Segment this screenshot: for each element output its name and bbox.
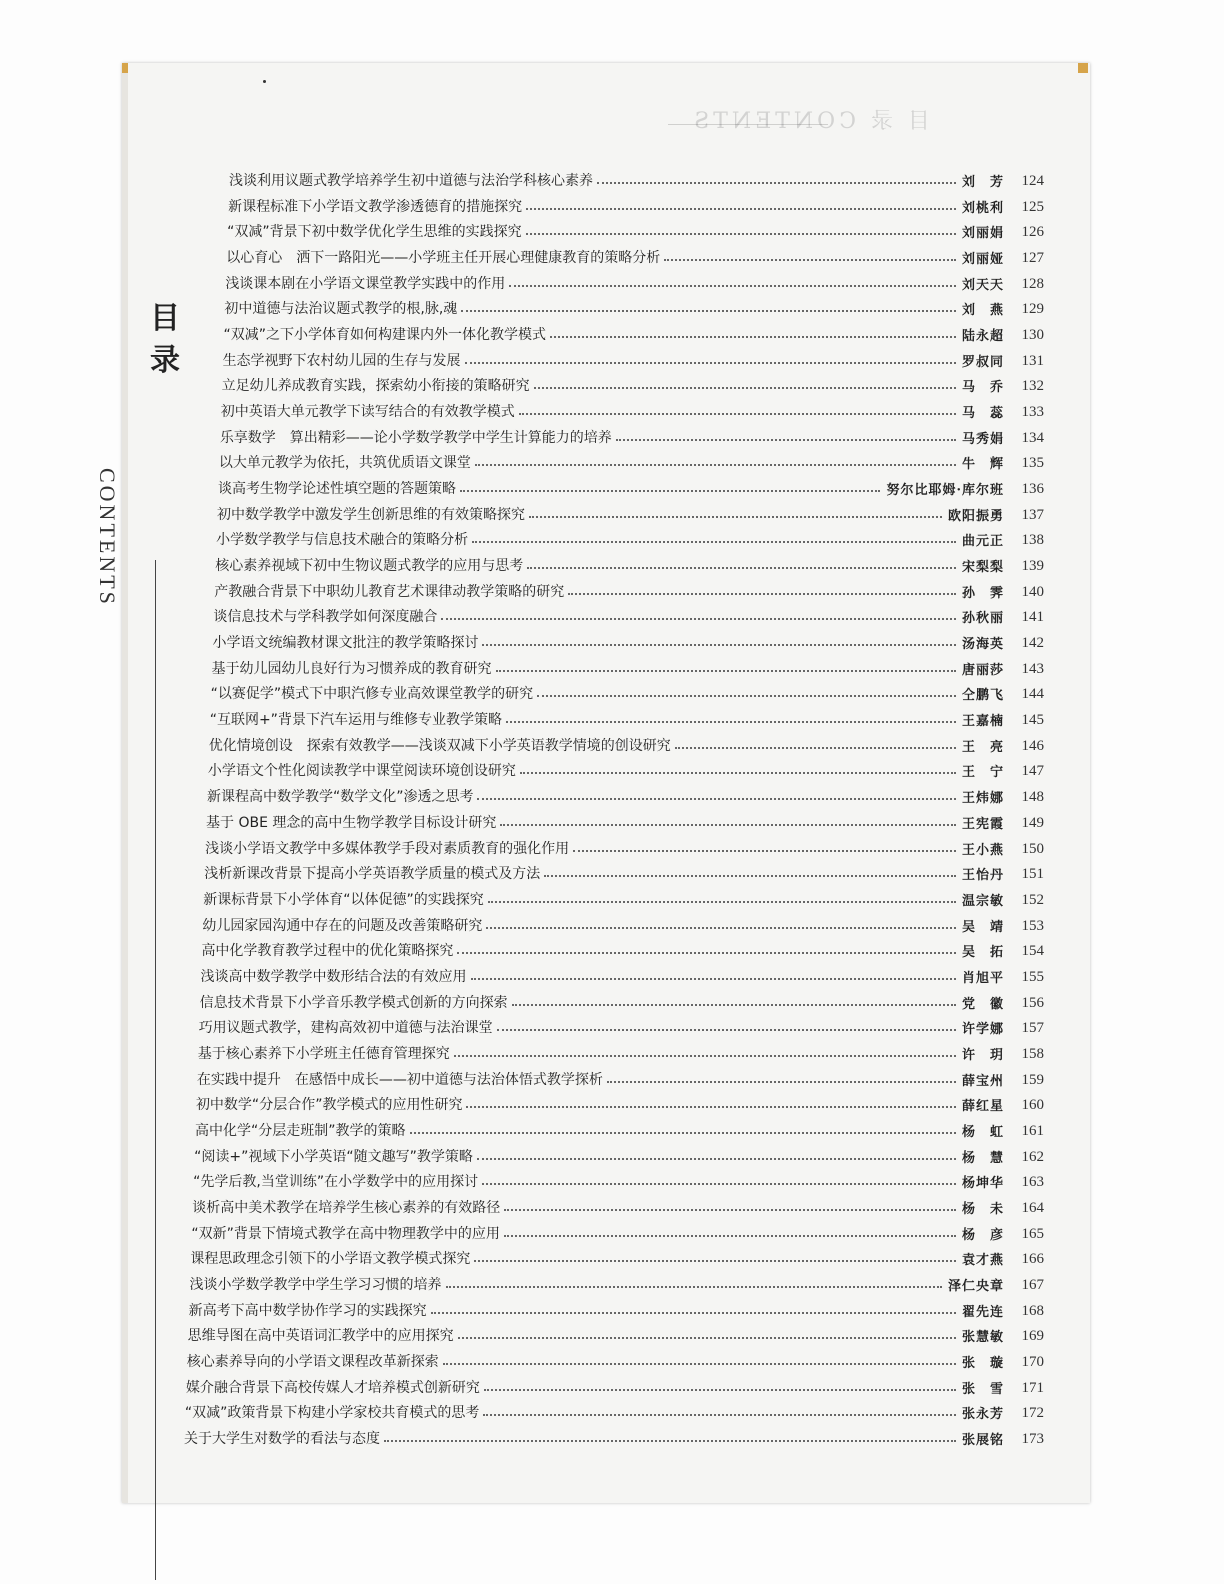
toc-entry-title: “双减”之下小学体育如何构建课内外一体化教学模式 [223, 327, 546, 344]
toc-entry-author: 刘丽娟 [961, 226, 1004, 242]
toc-entry-author: 马 乔 [961, 380, 1004, 396]
side-title [140, 298, 190, 382]
toc-entry-title: 生态学视野下农村幼儿园的生存与发展 [222, 352, 461, 369]
toc-entry-page: 160 [1021, 1097, 1044, 1114]
toc-entry-page: 168 [1021, 1302, 1044, 1319]
toc-entry[interactable] [223, 320, 1044, 344]
toc-entry[interactable] [220, 423, 1044, 447]
toc-entry-page: 134 [1021, 429, 1044, 446]
toc-entry-title: 乐享数学 算出精彩——论小学数学教学中学生计算能力的培养 [219, 429, 612, 446]
toc-entry[interactable] [226, 243, 1044, 267]
toc-entry-page: 131 [1021, 352, 1044, 369]
toc-entry-page: 162 [1021, 1148, 1044, 1165]
toc-entry[interactable] [212, 628, 1044, 652]
toc-entry-author: 杨 彦 [961, 1227, 1004, 1243]
toc-entry-page: 161 [1021, 1122, 1044, 1139]
toc-entry-author: 王怡丹 [961, 868, 1004, 884]
toc-dot-leader [520, 772, 956, 774]
toc-entry-author: 宋梨梨 [961, 560, 1004, 576]
toc-entry-page: 166 [1021, 1251, 1044, 1268]
toc-dot-leader [441, 618, 956, 620]
toc-entry[interactable] [189, 1296, 1044, 1320]
toc-entry[interactable] [190, 1244, 1044, 1268]
toc-dot-leader [597, 182, 956, 184]
toc-entry-author: 曲元正 [961, 534, 1004, 550]
toc-entry[interactable] [185, 1398, 1044, 1422]
toc-entry[interactable] [213, 602, 1044, 626]
toc-dot-leader [488, 901, 956, 903]
toc-entry-title: 基于 OBE 理念的高中生物学教学目标设计研究 [206, 814, 497, 831]
toc-entry-title: 初中英语大单元教学下读写结合的有效教学模式 [220, 404, 515, 421]
toc-dot-leader [616, 439, 956, 441]
toc-entry[interactable] [221, 397, 1044, 421]
toc-entry-page: 129 [1021, 301, 1044, 318]
toc-dot-leader [509, 285, 956, 287]
toc-entry-page: 135 [1021, 455, 1044, 472]
toc-entry-page: 156 [1021, 994, 1044, 1011]
toc-entry-title: 产教融合背景下中职幼儿教育艺术课律动教学策略的研究 [214, 583, 565, 600]
toc-dot-leader [482, 1183, 956, 1185]
page-spine-edge [122, 63, 128, 1503]
toc-dot-leader [477, 1158, 956, 1160]
toc-entry-author: 杨坤华 [961, 1176, 1004, 1192]
toc-entry[interactable] [217, 500, 1044, 524]
toc-entry-title: “先学后教,当堂训练”在小学数学中的应用探讨 [193, 1174, 479, 1191]
toc-entry-author: 吴 拓 [961, 945, 1004, 961]
toc-entry[interactable] [225, 269, 1044, 293]
toc-dot-leader [500, 824, 956, 826]
toc-dot-leader [497, 1029, 956, 1031]
toc-entry-page: 163 [1021, 1174, 1044, 1191]
toc-dot-leader [471, 978, 956, 980]
toc-entry[interactable] [193, 1167, 1044, 1191]
toc-dot-leader [384, 1440, 956, 1442]
toc-entry-author: 王嘉楠 [961, 714, 1004, 730]
toc-entry-title: 浅谈小学数学教学中学生学习习惯的培养 [189, 1276, 442, 1293]
toc-entry-title: 初中数学“分层合作”教学模式的应用性研究 [195, 1097, 463, 1114]
toc-entry-page: 136 [1021, 481, 1044, 498]
toc-entry-page: 167 [1021, 1276, 1044, 1293]
toc-entry[interactable] [224, 294, 1044, 318]
toc-entry-author: 翟先连 [961, 1304, 1004, 1320]
toc-entry-title: 媒介融合背景下高校传媒人才培养模式创新研究 [185, 1379, 480, 1396]
toc-entry-author: 泽仁央章 [947, 1278, 1004, 1294]
toc-entry[interactable] [199, 1013, 1044, 1037]
toc-dot-leader [475, 464, 956, 466]
toc-dot-leader [446, 1286, 942, 1288]
toc-entry-title: 信息技术背景下小学音乐教学模式创新的方向探索 [199, 994, 508, 1011]
toc-dot-leader [472, 541, 956, 543]
toc-entry[interactable] [210, 705, 1044, 729]
toc-entry[interactable] [208, 756, 1044, 780]
toc-dot-leader [529, 516, 942, 518]
toc-entry-author: 刘桃利 [961, 200, 1004, 216]
toc-entry[interactable] [227, 217, 1044, 241]
toc-entry-author: 唐丽莎 [961, 662, 1004, 678]
toc-entry-page: 169 [1021, 1328, 1044, 1345]
toc-entry-page: 127 [1021, 250, 1044, 267]
toc-entry-title: 以心育心 洒下一路阳光——小学班主任开展心理健康教育的策略分析 [226, 250, 661, 267]
toc-dot-leader [526, 233, 956, 235]
toc-dot-leader [465, 362, 956, 364]
toc-entry-page: 145 [1021, 712, 1044, 729]
toc-entry-page: 158 [1021, 1045, 1044, 1062]
toc-entry-page: 130 [1021, 327, 1044, 344]
toc-entry[interactable] [202, 911, 1044, 935]
toc-dot-leader [410, 1132, 956, 1134]
toc-entry-title: 立足幼儿养成教育实践，探索幼小衔接的策略研究 [221, 378, 530, 395]
toc-entry-author: 王宪霞 [961, 816, 1004, 832]
toc-entry[interactable] [186, 1373, 1044, 1397]
toc-entry[interactable] [195, 1116, 1044, 1140]
toc-entry-title: 浅谈小学语文教学中多媒体教学手段对素质教育的强化作用 [205, 840, 570, 857]
toc-entry[interactable] [214, 577, 1044, 601]
toc-entry[interactable] [201, 936, 1044, 960]
toc-entry-page: 151 [1021, 866, 1044, 883]
side-title-char-2: 录 [150, 343, 180, 378]
toc-entry-title: 浅谈高中数学教学中数形结合法的有效应用 [200, 968, 467, 985]
toc-dot-leader [460, 490, 880, 492]
toc-entry-page: 143 [1021, 660, 1044, 677]
toc-entry-title: “互联网+”背景下汽车运用与维修专业教学策略 [209, 712, 502, 729]
toc-dot-leader [607, 1081, 956, 1083]
toc-entry-title: 在实践中提升 在感悟中成长——初中道德与法治体悟式教学探析 [196, 1071, 603, 1088]
toc-entry[interactable] [194, 1142, 1044, 1166]
toc-dot-leader [454, 1055, 956, 1057]
toc-dot-leader [443, 1363, 956, 1365]
toc-entry-title: 优化情境创设 探索有效教学——浅谈双减下小学英语教学情境的创设研究 [208, 737, 671, 754]
toc-entry[interactable] [204, 859, 1044, 883]
toc-entry-title: 巧用议题式教学，建构高效初中道德与法治课堂 [198, 1020, 493, 1037]
toc-entry-page: 148 [1021, 789, 1044, 806]
toc-entry-author: 张永芳 [961, 1407, 1004, 1423]
toc-dot-leader [526, 208, 956, 210]
toc-dot-leader [484, 1389, 956, 1391]
side-vertical-rule [155, 560, 156, 1580]
toc-entry-page: 159 [1021, 1071, 1044, 1088]
toc-entry-title: 浅析新课改背景下提高小学英语教学质量的模式及方法 [204, 866, 541, 883]
toc-entry-page: 139 [1021, 558, 1044, 575]
toc-entry-author: 王 宁 [961, 765, 1004, 781]
toc-entry-title: 高中化学教育教学过程中的优化策略探究 [201, 943, 454, 960]
toc-dot-leader [483, 1414, 956, 1416]
toc-entry-author: 汤海英 [961, 637, 1004, 653]
toc-entry[interactable] [200, 988, 1044, 1012]
toc-entry[interactable] [201, 962, 1044, 986]
toc-dot-leader [457, 952, 956, 954]
toc-entry-title: 谈高考生物学论述性填空题的答题策略 [217, 481, 456, 498]
toc-entry[interactable] [228, 192, 1044, 216]
toc-entry-author: 薛宝州 [961, 1073, 1004, 1089]
toc-dot-leader [461, 310, 956, 312]
bleed-through-header: 目 录 CONTENTS [690, 109, 930, 134]
toc-entry-title: 课程思政理念引领下的小学语文教学模式探究 [190, 1251, 471, 1268]
toc-entry[interactable] [203, 885, 1044, 909]
toc-dot-leader [664, 259, 956, 261]
toc-entry-author: 许学娜 [961, 1022, 1004, 1038]
toc-dot-leader [675, 747, 956, 749]
toc-entry-page: 137 [1021, 506, 1044, 523]
toc-entry-author: 刘 燕 [961, 303, 1004, 319]
toc-entry-author: 张慧敏 [961, 1330, 1004, 1346]
toc-entry[interactable] [190, 1270, 1044, 1294]
toc-entry-title: 小学数学教学与信息技术融合的策略分析 [216, 532, 469, 549]
toc-entry[interactable] [215, 551, 1044, 575]
toc-entry-title: 浅谈课本剧在小学语文课堂教学实践中的作用 [225, 275, 506, 292]
toc-dot-leader [544, 875, 956, 877]
toc-entry-title: 核心素养导向的小学语文课程改革新探索 [186, 1353, 439, 1370]
toc-entry-title: “以赛促学”模式下中职汽修专业高效课堂教学的研究 [210, 686, 534, 703]
toc-entry-title: 高中化学“分层走班制”教学的策略 [195, 1122, 406, 1139]
toc-entry-page: 144 [1021, 686, 1044, 703]
toc-entry-page: 155 [1021, 968, 1044, 985]
toc-entry-author: 杨 慧 [961, 1150, 1004, 1166]
toc-entry-title: “阅读+”视域下小学英语“随文趣写”教学策略 [194, 1148, 473, 1165]
toc-entry-page: 171 [1021, 1379, 1044, 1396]
toc-entry-author: 刘丽娅 [961, 252, 1004, 268]
toc-dot-leader [527, 567, 956, 569]
toc-entry-page: 133 [1021, 404, 1044, 421]
toc-entry-title: 谈信息技术与学科教学如何深度融合 [213, 609, 438, 626]
toc-entry-author: 马秀娟 [961, 431, 1004, 447]
toc-entry-page: 124 [1021, 173, 1044, 189]
toc-dot-leader [512, 1004, 956, 1006]
toc-entry-page: 146 [1021, 737, 1044, 754]
toc-entry[interactable] [188, 1321, 1044, 1345]
toc-entry-title: 新高考下高中数学协作学习的实践探究 [188, 1302, 427, 1319]
toc-entry-page: 153 [1021, 917, 1044, 934]
toc-entry[interactable] [192, 1193, 1044, 1217]
toc-entry-author: 杨 虹 [961, 1124, 1004, 1140]
toc-entry[interactable] [207, 782, 1044, 806]
toc-dot-leader [496, 670, 956, 672]
toc-dot-leader [431, 1312, 956, 1314]
toc-entry[interactable] [211, 679, 1044, 703]
toc-entry[interactable] [206, 808, 1044, 832]
toc-entry-page: 128 [1021, 275, 1044, 292]
toc-entry-author: 欧阳振勇 [947, 508, 1004, 524]
toc-entry-author: 王 亮 [961, 739, 1004, 755]
toc-entry-author: 张 雪 [961, 1381, 1004, 1397]
toc-entry-author: 刘天天 [961, 277, 1004, 293]
toc-entry[interactable] [198, 1039, 1044, 1063]
side-title-char-1: 目 [150, 301, 180, 336]
toc-entry-author: 杨 未 [961, 1201, 1004, 1217]
toc-dot-leader [506, 721, 956, 723]
toc-dot-leader [534, 387, 956, 389]
toc-entry-title: 幼儿园家园沟通中存在的问题及改善策略研究 [202, 917, 483, 934]
toc-dot-leader [537, 695, 956, 697]
toc-entry-author: 肖旭平 [961, 970, 1004, 986]
toc-entry[interactable] [209, 731, 1044, 755]
toc-entry-author: 王小燕 [961, 842, 1004, 858]
toc-dot-leader [458, 1337, 956, 1339]
toc-entry-title: 新课程高中数学教学“数学文化”渗透之思考 [206, 789, 474, 806]
toc-entry-page: 154 [1021, 943, 1044, 960]
bleed-through-rule [668, 124, 828, 125]
side-contents-label: CONTENTS [95, 468, 120, 607]
toc-dot-leader [504, 1209, 956, 1211]
toc-entry-author: 努尔比耶姆·库尔班 [886, 483, 1004, 499]
toc-dot-leader [477, 798, 956, 800]
toc-dot-leader [504, 1235, 956, 1237]
toc-entry-page: 142 [1021, 635, 1044, 652]
toc-entry-page: 140 [1021, 583, 1044, 600]
toc-entry-page: 125 [1021, 198, 1044, 215]
toc-entry-author: 罗叔同 [961, 354, 1004, 370]
toc-entry-page: 126 [1021, 224, 1044, 241]
toc-entry-author: 党 徽 [961, 996, 1004, 1012]
toc-entry-author: 陆永超 [961, 329, 1004, 345]
toc-dot-leader [573, 850, 956, 852]
toc-entry-title: 核心素养视域下初中生物议题式教学的应用与思考 [215, 558, 524, 575]
toc-entry-title: 浅谈利用议题式教学培养学生初中道德与法治学科核心素养 [229, 173, 593, 189]
toc-entry-author: 许 玥 [961, 1047, 1004, 1063]
toc-entry-page: 165 [1021, 1225, 1044, 1242]
toc-entry-author: 王炜娜 [961, 791, 1004, 807]
toc-entry-page: 138 [1021, 532, 1044, 549]
toc-entry-title: 以大单元教学为依托，共筑优质语文课堂 [218, 455, 471, 472]
toc-entry-title: 思维导图在高中英语词汇教学中的应用探究 [187, 1328, 454, 1345]
toc-entry-author: 孙 霁 [961, 585, 1004, 601]
toc-entry-title: 基于核心素养下小学班主任德育管理探究 [197, 1045, 450, 1062]
toc-entry-page: 152 [1021, 891, 1044, 908]
toc-entry-title: “双减”政策背景下构建小学家校共育模式的思考 [184, 1405, 480, 1422]
toc-dot-leader [486, 927, 956, 929]
corner-tab-right [1078, 63, 1088, 73]
toc-entry-author: 马 蕊 [961, 406, 1004, 422]
toc-entry-title: “双新”背景下情境式教学在高中物理教学中的应用 [191, 1225, 500, 1242]
toc-entry[interactable] [197, 1065, 1044, 1089]
toc-entry[interactable] [229, 166, 1044, 190]
toc-entry-title: “双减”背景下初中数学优化学生思维的实践探究 [227, 224, 522, 241]
toc-entry-title: 小学语文统编教材课文批注的教学策略探讨 [212, 635, 479, 652]
toc-entry-page: 170 [1021, 1353, 1044, 1370]
toc-entry-title: 初中道德与法治议题式教学的根,脉,魂 [224, 301, 458, 318]
toc-entry-title: 关于大学生对数学的看法与态度 [184, 1431, 380, 1447]
toc-entry-author: 仝鹏飞 [961, 688, 1004, 704]
toc-dot-leader [482, 644, 956, 646]
toc-entry-title: 谈析高中美术教学在培养学生核心素养的有效路径 [192, 1199, 501, 1216]
toc-entry-title: 初中数学教学中激发学生创新思维的有效策略探究 [217, 506, 526, 523]
toc-entry[interactable] [219, 448, 1044, 472]
toc-entry-author: 薛红星 [961, 1099, 1004, 1115]
toc-entry-author: 张 璇 [961, 1355, 1004, 1371]
toc-entry-title: 新课程标准下小学语文教学渗透德育的措施探究 [228, 198, 523, 215]
toc-entry-page: 149 [1021, 814, 1044, 831]
toc-entry[interactable] [205, 834, 1044, 858]
toc-entry-author: 张展铭 [961, 1433, 1004, 1448]
toc-entry-page: 132 [1021, 378, 1044, 395]
toc-dot-leader [550, 336, 956, 338]
toc-dot-leader [466, 1106, 956, 1108]
toc-entry[interactable] [222, 371, 1044, 395]
toc-entry-page: 164 [1021, 1199, 1044, 1216]
toc-dot-leader [568, 593, 956, 595]
toc-entry-page: 141 [1021, 609, 1044, 626]
toc-dot-leader [519, 413, 956, 415]
toc-entry-author: 刘 芳 [961, 175, 1004, 190]
toc-dot-leader [474, 1260, 956, 1262]
toc-entry[interactable] [223, 346, 1044, 370]
toc-entry-title: 新课标背景下小学体育“以体促德”的实践探究 [203, 891, 484, 908]
print-speck [263, 80, 266, 83]
toc-entry-page: 157 [1021, 1020, 1044, 1037]
toc-entry-page: 147 [1021, 763, 1044, 780]
toc-entry[interactable] [187, 1347, 1044, 1371]
toc-entry[interactable] [191, 1219, 1044, 1243]
toc-entry-title: 基于幼儿园幼儿良好行为习惯养成的教育研究 [211, 660, 492, 677]
toc-entry-page: 172 [1021, 1405, 1044, 1422]
toc-entry[interactable] [218, 474, 1044, 498]
toc-entry-author: 袁才燕 [961, 1253, 1004, 1269]
toc-entry-author: 孙秋丽 [961, 611, 1004, 627]
toc-entry-author: 温宗敏 [961, 893, 1004, 909]
toc-entry[interactable] [184, 1424, 1044, 1448]
toc-entry-author: 牛 辉 [961, 457, 1004, 473]
toc-entry[interactable] [212, 654, 1044, 678]
toc-entry[interactable] [196, 1090, 1044, 1114]
corner-tab-left [122, 63, 128, 73]
toc-entry-page: 173 [1021, 1431, 1044, 1447]
toc-entry[interactable] [216, 525, 1044, 549]
toc-entry-author: 吴 靖 [961, 919, 1004, 935]
toc-entry-title: 小学语文个性化阅读教学中课堂阅读环境创设研究 [207, 763, 516, 780]
toc-entry-page: 150 [1021, 840, 1044, 857]
